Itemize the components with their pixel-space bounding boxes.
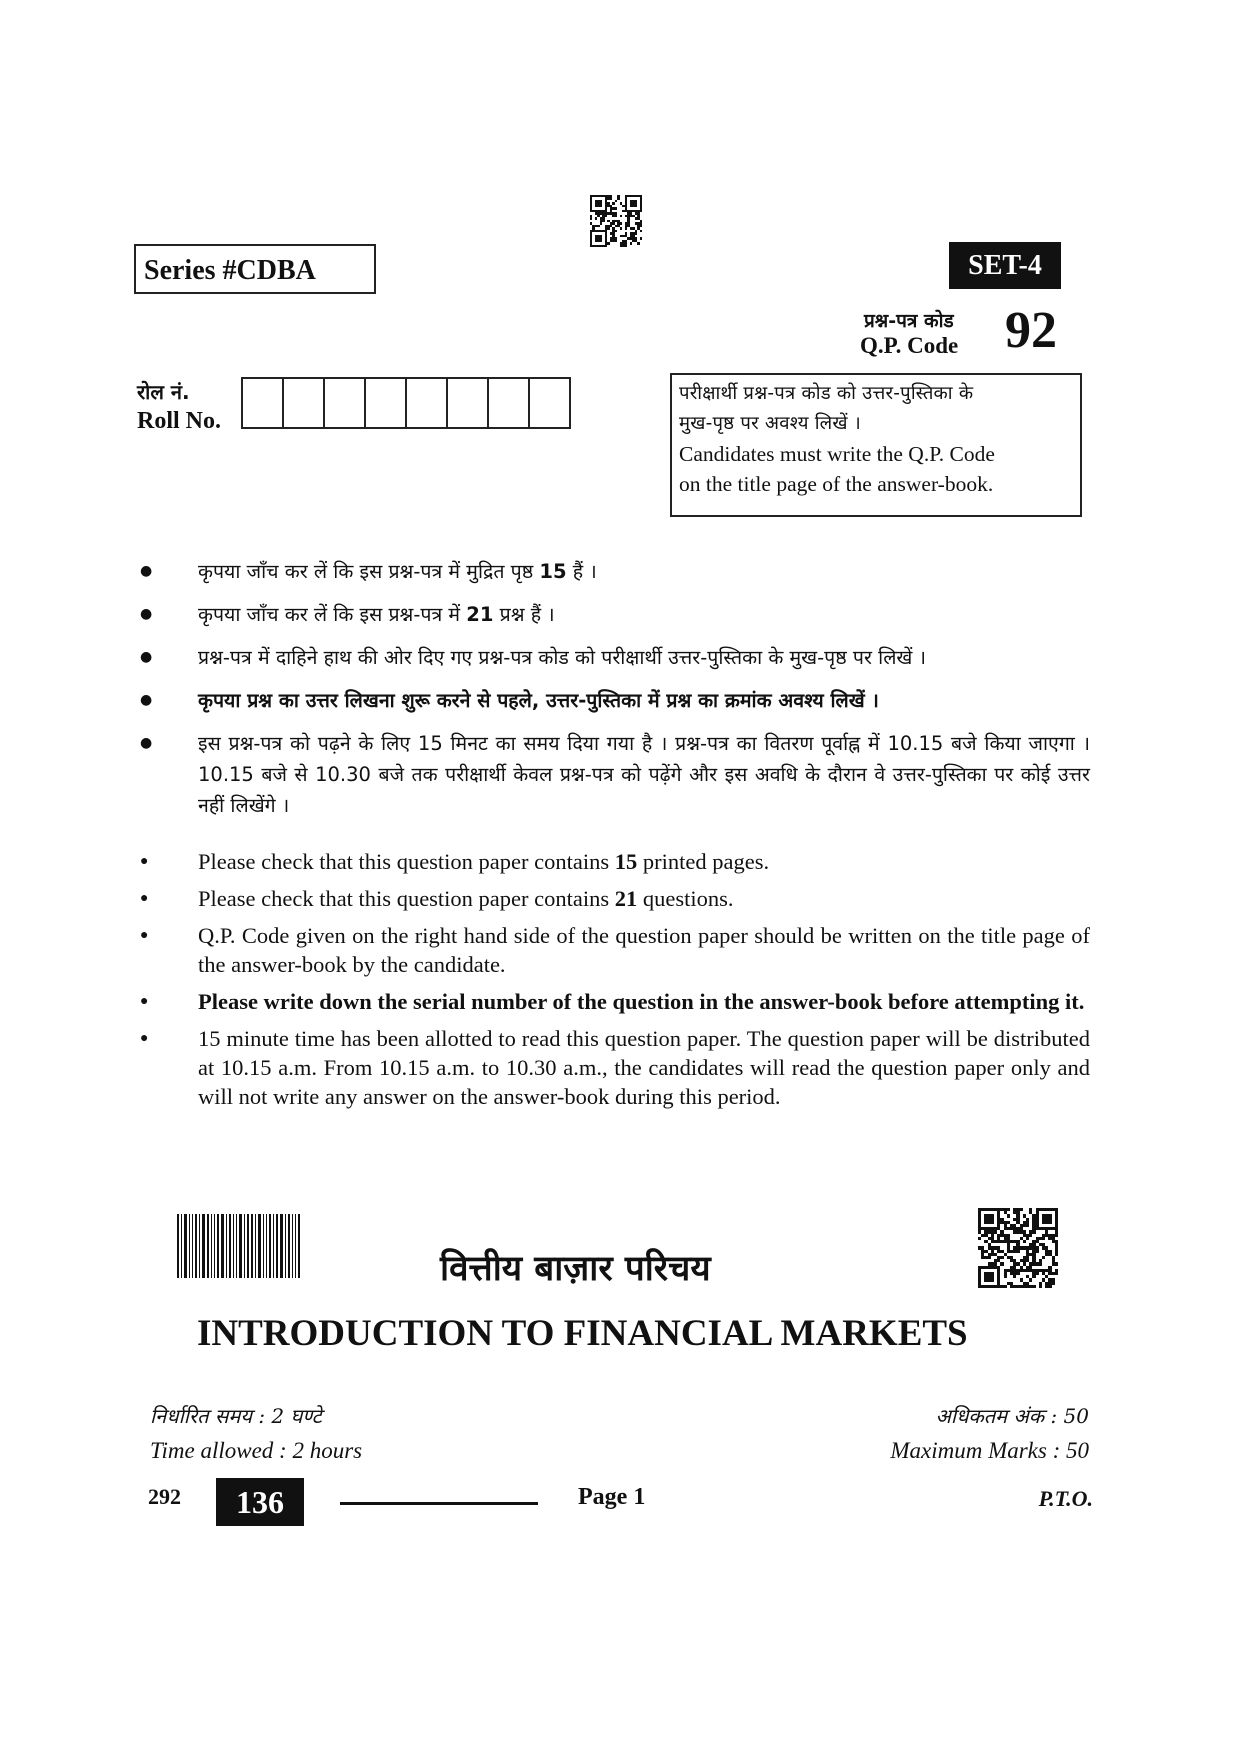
barcode-bar bbox=[273, 1214, 274, 1278]
barcode-bar bbox=[214, 1214, 215, 1278]
barcode-bar bbox=[255, 1214, 256, 1278]
instruction-hi-1: ● कृपया जाँच कर लें कि इस प्रश्न-पत्र में मुद्रित पृष्ठ 15 हैं । bbox=[140, 556, 1090, 587]
time-allowed-hindi: निर्धारित समय : 2 घण्टे bbox=[150, 1404, 322, 1428]
barcode-bar bbox=[229, 1214, 231, 1278]
maximum-marks: Maximum Marks : 50 bbox=[890, 1438, 1089, 1463]
top-qr-code bbox=[590, 195, 642, 247]
barcode-bar bbox=[280, 1214, 283, 1278]
barcode-bar bbox=[207, 1214, 209, 1278]
set-badge: SET-4 bbox=[949, 242, 1061, 289]
barcode-bar bbox=[251, 1214, 253, 1278]
barcode-bar bbox=[195, 1214, 197, 1278]
barcode-bar bbox=[199, 1214, 200, 1278]
instruction-en-2: ● Please check that this question paper contains 21 questions. bbox=[140, 884, 1090, 913]
barcode-bar bbox=[189, 1214, 190, 1278]
roll-box[interactable] bbox=[284, 377, 325, 427]
barcode-bar bbox=[292, 1214, 293, 1278]
pto-label: P.T.O. bbox=[1038, 1486, 1093, 1511]
note-hindi-line-1: परीक्षार्थी प्रश्न-पत्र कोड को उत्तर-पुस्तिका के bbox=[679, 383, 974, 404]
barcode-bar bbox=[247, 1214, 249, 1278]
barcode-bar bbox=[226, 1214, 227, 1278]
subject-title: INTRODUCTION TO FINANCIAL MARKETS bbox=[197, 1313, 968, 1354]
qp-code-label: Q.P. Code bbox=[860, 333, 959, 358]
roll-number-boxes[interactable] bbox=[241, 377, 571, 429]
roll-box[interactable] bbox=[366, 377, 407, 427]
roll-label-hindi: रोल नं. bbox=[137, 380, 190, 404]
roll-box[interactable] bbox=[243, 377, 284, 427]
instruction-hi-3: ● प्रश्न-पत्र में दाहिने हाथ की ओर दिए गए प्रश्न-पत्र कोड को परीक्षार्थी उत्तर-पुस्तिका के मुख-पृष्ठ पर लिखें । bbox=[140, 642, 1090, 673]
barcode-bar bbox=[181, 1214, 182, 1278]
barcode-bar bbox=[217, 1214, 219, 1278]
divider bbox=[340, 1502, 538, 1505]
barcode-bar bbox=[244, 1214, 245, 1278]
series-label: Series #CDBA bbox=[134, 244, 376, 294]
paper-code-badge: 136 bbox=[216, 1478, 304, 1526]
barcode-bar bbox=[276, 1214, 278, 1278]
barcode-bar bbox=[221, 1214, 224, 1278]
instruction-hi-4: ● कृपया प्रश्न का उत्तर लिखना शुरू करने से पहले, उत्तर-पुस्तिका में प्रश्न का क्रमांक अवश्य लिखें । bbox=[140, 685, 1090, 716]
roll-box[interactable] bbox=[407, 377, 448, 427]
instruction-hi-5: ● इस प्रश्न-पत्र को पढ़ने के लिए 15 मिनट का समय दिया गया है । प्रश्न-पत्र का वितरण पूर्वाह्न में 10.15 बजे किया जाएगा । 10.15 बजे से 10.30 बजे तक परीक्षार्थी केवल प्रश्न-पत्र को पढ़ेंगे और इस अवधि के दौरान वे उत्तर-पुस्तिका पर कोई उत्तर नहीं लिखेंगे । bbox=[140, 728, 1090, 821]
instruction-en-3: ● Q.P. Code given on the right hand side of the question paper should be written on the title page of the answer-book by the candidate. bbox=[140, 921, 1090, 979]
instructions-english bbox=[140, 847, 1090, 1119]
barcode bbox=[177, 1214, 322, 1278]
barcode-bar bbox=[177, 1214, 179, 1278]
barcode-bar bbox=[288, 1214, 290, 1278]
barcode-bar bbox=[239, 1214, 242, 1278]
barcode-bar bbox=[285, 1214, 286, 1278]
instructions-hindi bbox=[140, 556, 1090, 833]
instruction-hi-2: ● कृपया जाँच कर लें कि इस प्रश्न-पत्र में 21 प्रश्न हैं । bbox=[140, 599, 1090, 630]
barcode-bar bbox=[263, 1214, 264, 1278]
maximum-marks-hindi: अधिकतम अंक : 50 bbox=[935, 1404, 1089, 1428]
roll-box[interactable] bbox=[530, 377, 571, 427]
qp-code-label-hindi: प्रश्न-पत्र कोड bbox=[864, 310, 954, 332]
barcode-bar bbox=[258, 1214, 261, 1278]
instruction-en-5: ● 15 minute time has been allotted to read this question paper. The question paper will be distributed at 10.15 a.m. From 10.15 a.m. to 10.30 a.m., the candidates will read the question paper only and will not write any answer on the answer-book during this period. bbox=[140, 1024, 1090, 1111]
qp-code-value: 92 bbox=[1005, 302, 1057, 359]
barcode-bar bbox=[233, 1214, 234, 1278]
bottom-qr-code bbox=[978, 1208, 1058, 1288]
barcode-bar bbox=[266, 1214, 267, 1278]
roll-label: Roll No. bbox=[137, 408, 221, 434]
barcode-bar bbox=[236, 1214, 237, 1278]
instruction-en-4: ● Please write down the serial number of the question in the answer-book before attempting it. bbox=[140, 987, 1090, 1016]
qp-code-note bbox=[670, 373, 1082, 517]
barcode-bar bbox=[202, 1214, 205, 1278]
barcode-bar bbox=[295, 1214, 296, 1278]
note-english-line-1: Candidates must write the Q.P. Code bbox=[679, 442, 995, 466]
roll-box[interactable] bbox=[448, 377, 489, 427]
barcode-bar bbox=[192, 1214, 193, 1278]
roll-box[interactable] bbox=[325, 377, 366, 427]
subject-title-hindi: वित्तीय बाज़ार परिचय bbox=[440, 1249, 711, 1289]
time-allowed: Time allowed : 2 hours bbox=[150, 1438, 363, 1463]
barcode-bar bbox=[298, 1214, 300, 1278]
paper-code: 292 bbox=[148, 1484, 181, 1509]
barcode-bar bbox=[184, 1214, 187, 1278]
page-number: Page 1 bbox=[578, 1484, 646, 1510]
roll-box[interactable] bbox=[489, 377, 530, 427]
barcode-bar bbox=[211, 1214, 212, 1278]
note-hindi-line-2: मुख-पृष्ठ पर अवश्य लिखें । bbox=[679, 413, 861, 434]
note-english-line-2: on the title page of the answer-book. bbox=[679, 472, 994, 496]
barcode-bar bbox=[269, 1214, 271, 1278]
instruction-en-1: ● Please check that this question paper contains 15 printed pages. bbox=[140, 847, 1090, 876]
